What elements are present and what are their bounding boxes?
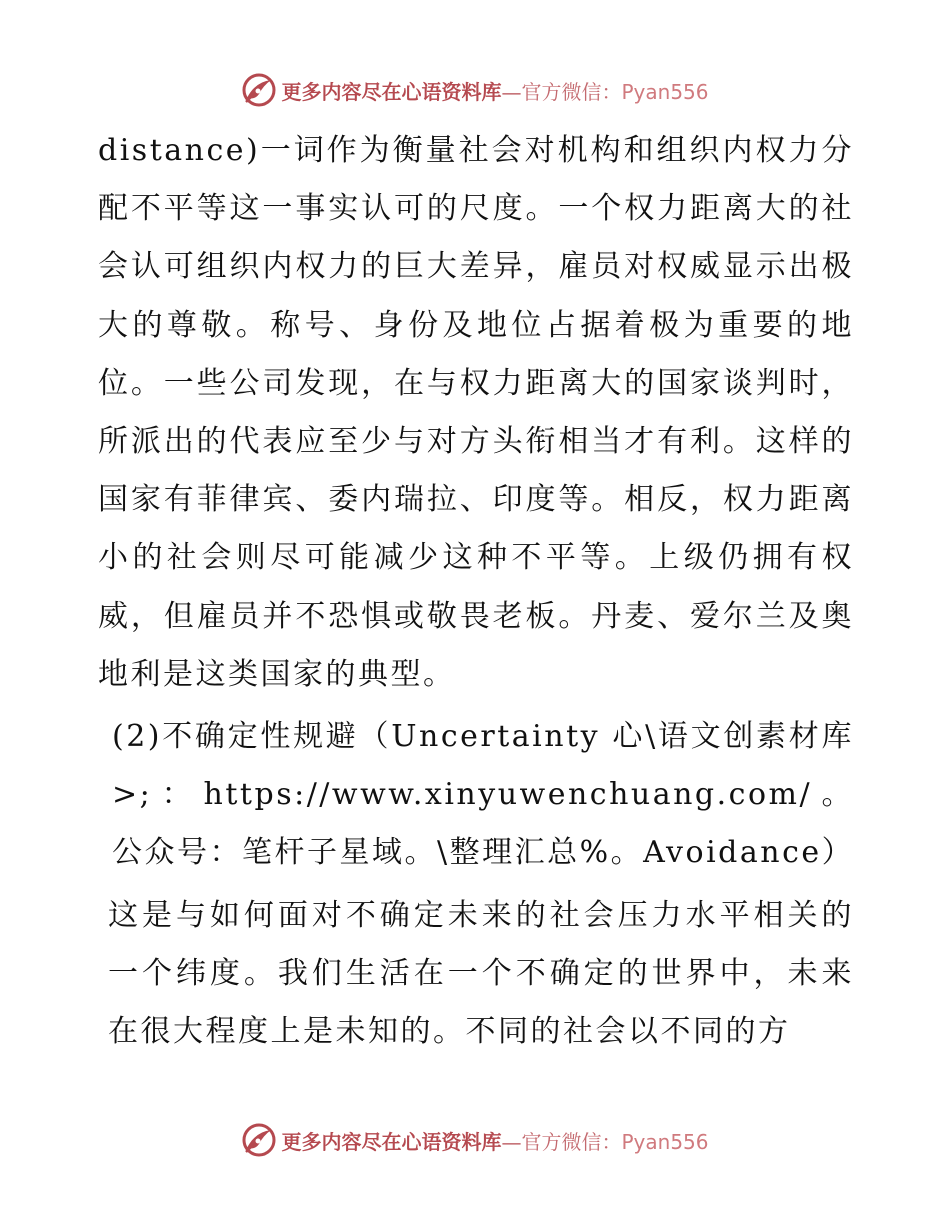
header-wechat-label: 官方微信： <box>521 79 622 104</box>
header-banner-text <box>281 76 708 105</box>
footer-banner-text <box>281 1126 708 1155</box>
footer-wechat-id: Pyan556 <box>621 1129 709 1154</box>
paragraph-uncertainty-heading: (2)不确定性规避（Uncertainty 心\语文创素材库>;：https://www.xinyuwenchuang.com/。公众号：笔杆子星域。\整理汇总%。Avoidance） <box>112 719 855 871</box>
document-body <box>98 122 854 1061</box>
footer-wechat-label: 官方微信： <box>521 1129 622 1154</box>
header-brand: 更多内容尽在心语资料库 <box>281 79 502 104</box>
header-wechat-id: Pyan556 <box>621 79 709 104</box>
pen-nib-logo-icon <box>241 72 277 108</box>
footer-brand: 更多内容尽在心语资料库 <box>281 1129 502 1154</box>
page-header-watermark <box>0 70 950 110</box>
footer-dash: — <box>501 1129 522 1154</box>
header-dash: — <box>501 79 522 104</box>
page-footer-watermark <box>0 1120 950 1160</box>
pen-nib-logo-icon <box>241 1122 277 1158</box>
paragraph-power-distance: distance)一词作为衡量社会对机构和组织内权力分配不平等这一事实认可的尺度。一个权力距离大的社会认可组织内权力的巨大差异，雇员对权威显示出极大的尊敬。称号、身份及地位占据着极为重要的地位。一些公司发现，在与权力距离大的国家谈判时，所派出的代表应至少与对方头衔相当才有利。这样的国家有菲律宾、委内瑞拉、印度等。相反，权力距离小的社会则尽可能减少这种不平等。上级仍拥有权威，但雇员并不恐惧或敬畏老板。丹麦、爱尔兰及奥地利是这类国家的典型。 <box>98 133 854 692</box>
paragraph-uncertainty-description: 这是与如何面对不确定未来的社会压力水平相关的一个纬度。我们生活在一个不确定的世界中，未来在很大程度上是未知的。不同的社会以不同的方 <box>108 897 854 1050</box>
